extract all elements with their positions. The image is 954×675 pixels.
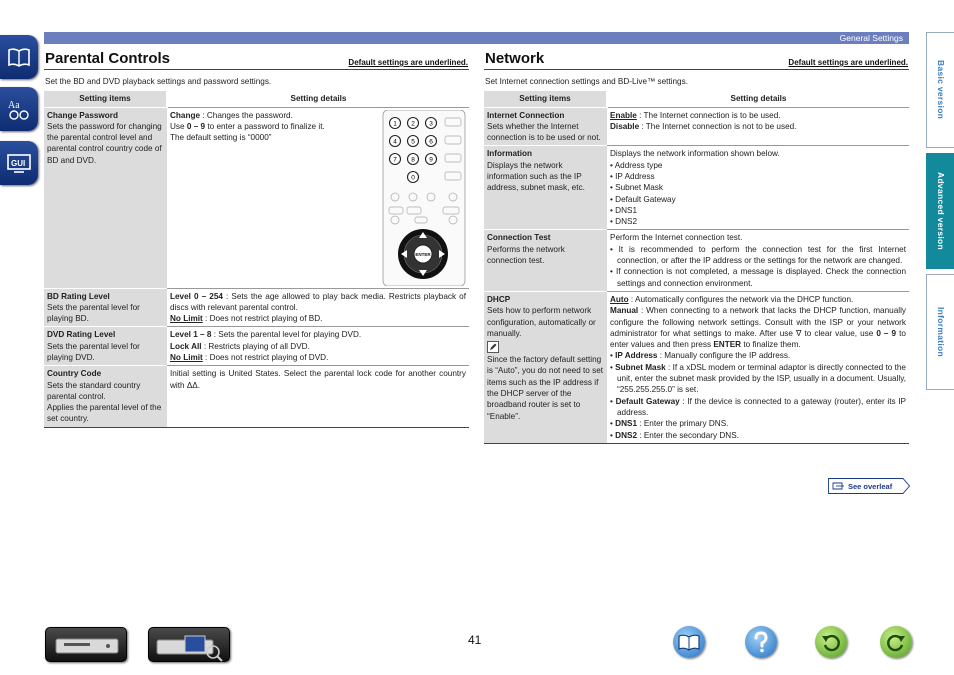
player-rear-icon [149,628,231,663]
parental-rule [44,69,469,70]
remote-key-8: 8 [411,156,415,164]
list-item: • Default Gateway [610,194,676,204]
col-setting-details: Setting details [607,91,909,107]
page-number: 41 [468,633,482,647]
forward-round-button[interactable] [880,626,912,658]
item-change-password: Change Password [47,110,118,120]
table-row: Change Password Sets the password for changing the parental control level and parental control country code of BD and DVD. Change : Changes the password. Use 0 – 9 to enter a password to finalize it. The default setting is “0000” [44,107,469,288]
see-overleaf-link[interactable]: See overleaf [828,478,910,494]
remote-key-1: 1 [393,120,397,128]
network-table [484,91,909,444]
section-label: General Settings [839,33,903,43]
back-arrow-icon [820,631,842,653]
book-icon [6,44,32,70]
table-row: Information Displays the network information such as the IP address, subnet mask, etc. Displays the network information shown below. • Address type • IP Address • Subnet Mask • Default Gateway • DNS1 • DNS2 [484,146,909,230]
rear-panel-button[interactable] [148,627,230,662]
network-rule [484,69,909,70]
item-internet-connection: Internet Connection [487,110,565,120]
svg-text:GUI: GUI [11,159,26,168]
remote-enter-label: ENTER [415,252,431,257]
list-item: • Subnet Mask [610,183,663,193]
remote-key-6: 6 [429,138,433,146]
front-panel-button[interactable] [45,627,127,662]
question-mark-icon [751,631,771,653]
remote-cursor-pad [398,229,448,279]
back-round-button[interactable] [815,626,847,658]
col-setting-details: Setting details [167,91,469,107]
gui-screen-icon [6,150,32,176]
list-item: • DNS2 [610,217,637,227]
network-description: Set Internet connection settings and BD-Live™ settings. [485,77,688,86]
open-book-icon [678,633,700,651]
list-item: • Address type [610,160,663,170]
contents-button[interactable] [0,35,38,79]
table-row: BD Rating Level Sets the parental level for playing BD. Level 0 – 254 : Sets the age allowed to play back media. Restricts playback of discs with relevant parental control. No Limit : Does not restrict playing of BD. [44,288,469,327]
parental-default-note: Default settings are underlined. [348,58,468,67]
gui-button[interactable] [0,141,38,185]
remote-key-2: 2 [411,120,415,128]
contents-round-button[interactable] [673,626,705,658]
list-item: • IP Address [610,171,655,181]
item-information: Information [487,149,533,159]
remote-key-9: 9 [429,156,433,164]
item-country-code: Country Code [47,369,102,379]
table-row: Country Code Sets the standard country parental control. Applies the parental level of the set country. Initial setting is United States. Select the parental lock code for another country with ΔΔ. [44,366,469,427]
network-title: Network [485,50,545,67]
tab-advanced-version[interactable]: Advanced version [926,153,954,269]
remote-key-5: 5 [411,138,415,146]
network-default-note: Default settings are underlined. [788,58,908,67]
parental-description: Set the BD and DVD playback settings and password settings. [45,77,272,86]
tab-basic-version[interactable]: Basic version [926,32,954,148]
item-dhcp: DHCP [487,294,511,304]
item-connection-test: Connection Test [487,233,551,243]
table-row: Connection Test Performs the network connection test. Perform the Internet connection test. • It is recommended to perform the connection test for the first Internet connection, or after the IP address or the settings for the network are changed. • If connection is not completed, a message is displayed. Check the connection settings and connection environment. [484,230,909,291]
remote-key-3: 3 [429,120,433,128]
list-item: • DNS1 [610,205,637,215]
col-setting-items: Setting items [484,91,607,107]
section-header-bar [44,32,909,44]
remote-key-0: 0 [411,174,415,182]
index-button[interactable] [0,87,38,131]
remote-key-7: 7 [393,156,397,164]
tab-information[interactable]: Information [926,274,954,390]
item-dvd-rating-level: DVD Rating Level [47,330,116,340]
parental-title: Parental Controls [45,50,171,67]
help-round-button[interactable] [745,626,777,658]
note-pencil-icon [487,341,499,353]
player-front-icon [46,628,128,663]
table-row: Internet Connection Sets whether the Internet connection is to be used or not. Enable : The Internet connection is to be used. Disable : The Internet connection is not to be used. [484,107,909,146]
table-row: DVD Rating Level Sets the parental level for playing DVD. Level 1 – 8 : Sets the parental level for playing DVD. Lock All : Restricts playing of all DVD. No Limit : Does not restrict playing of DVD. [44,327,469,366]
table-row: DHCP Sets how to perform network configuration, automatically or manually. Since the factory default setting is “Auto”, you do not need to set items such as the IP address if the DHCP server of the broadband router is set to “Enable”. Auto : Automatically configures the network via the DHCP function. Manual : When connecting to a network that lacks the DHCP function, manually configure the following network settings. Consult with the ISP or your network administrator for what settings to make. After use ∇ to clear value, use 0 – 9 to enter values and then press ENTER to finalize them. • IP Address : Manually configure the IP address. • Subnet Mask : If a xDSL modem or terminal adaptor is directly connected to the unit, enter the subnet mask provided by the ISP, usually in a document. Usually, “255.255.255.0” is set. • Default Gateway : If the device is connected to a gateway (router), enter its IP address. • DNS1 : Enter the primary DNS. • DNS2 : Enter the secondary DNS. [484,291,909,443]
index-icon [6,96,32,122]
col-setting-items: Setting items [44,91,167,107]
item-bd-rating-level: BD Rating Level [47,291,110,301]
remote-control-illustration [381,110,467,286]
svg-text:Aa: Aa [8,100,20,111]
forward-arrow-icon [885,631,907,653]
remote-key-4: 4 [393,138,397,146]
